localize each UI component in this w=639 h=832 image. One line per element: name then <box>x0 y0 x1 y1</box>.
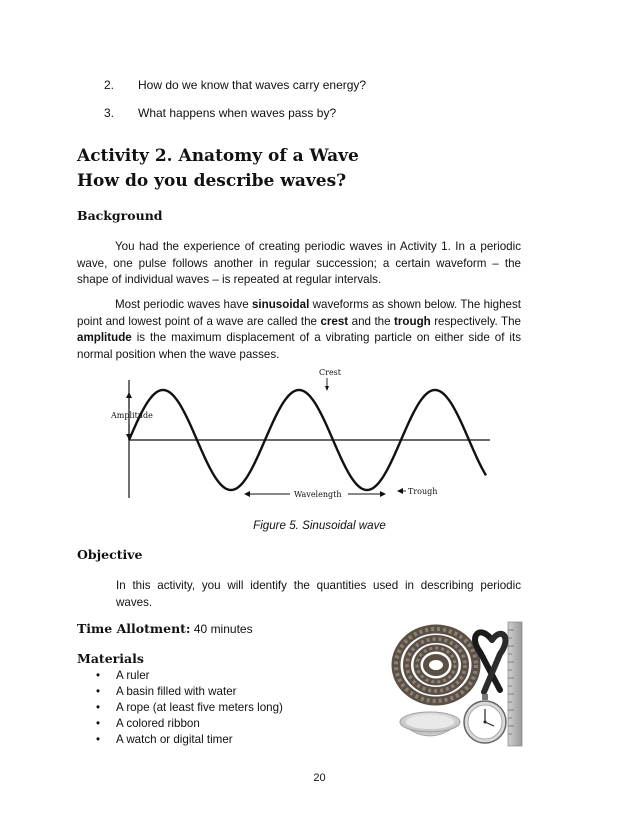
amplitude-label: Amplitude <box>111 411 153 420</box>
crest-arrowhead <box>325 386 329 391</box>
text-run: is the maximum displacement of a vibrating particle on either side of its normal position when the wave passes. <box>77 331 521 361</box>
list-item-text: A colored ribbon <box>116 717 200 730</box>
question-3 <box>104 106 336 120</box>
question-number: 2. <box>104 78 115 92</box>
bullet: • <box>96 701 101 714</box>
crest-label: Crest <box>319 368 341 377</box>
text-run: and the <box>348 314 395 328</box>
materials-list <box>96 668 283 748</box>
list-item-text: A ruler <box>116 669 150 682</box>
sinusoidal-wave-figure <box>100 362 500 512</box>
list-item <box>96 700 283 716</box>
question-text: How do we know that waves carry energy? <box>138 78 367 92</box>
rope-image <box>396 629 476 701</box>
objective-heading: Objective <box>77 547 143 562</box>
wavelength-arrowhead-right <box>380 491 386 497</box>
list-item <box>96 684 283 700</box>
list-item <box>96 732 283 748</box>
bullet: • <box>96 669 101 682</box>
background-paragraph-1 <box>77 239 521 289</box>
objective-text: In this activity, you will identify the quantities used in describing periodic waves. <box>116 579 521 609</box>
figure-caption: Figure 5. Sinusoidal wave <box>253 519 386 532</box>
background-paragraph-2 <box>77 297 521 363</box>
activity-subtitle: How do you describe waves? <box>77 171 347 191</box>
wavelength-arrowhead-left <box>244 491 250 497</box>
stopwatch-image <box>464 694 506 743</box>
bullet: • <box>96 685 101 698</box>
amplitude-arrowhead-up <box>126 392 132 398</box>
text-run: Most periodic waves have <box>115 298 252 311</box>
trough-arrowhead <box>397 488 403 494</box>
term-crest: crest <box>320 314 349 328</box>
text-run: respectively. The <box>430 314 521 328</box>
wavelength-label: Wavelength <box>294 490 342 499</box>
bullet: • <box>96 717 101 730</box>
background-heading: Background <box>77 208 163 223</box>
question-2 <box>104 78 366 92</box>
bullet: • <box>96 733 101 746</box>
term-trough: trough <box>394 314 431 328</box>
ruler-image <box>508 622 522 746</box>
time-allotment <box>77 620 253 638</box>
activity-title: Activity 2. Anatomy of a Wave <box>77 146 359 166</box>
list-item <box>96 716 283 732</box>
paragraph-text: You had the experience of creating periodic waves in Activity 1. In a periodic wave, one pulse follows another in regular succession; a certain waveform – the shape of individual waves – is repeated at regular intervals. <box>77 240 521 287</box>
question-number: 3. <box>104 106 115 120</box>
list-item-text: A rope (at least five meters long) <box>116 701 283 714</box>
materials-illustration <box>388 620 528 750</box>
time-allotment-value: 40 minutes <box>190 622 253 636</box>
time-allotment-heading: Time Allotment: <box>77 621 191 636</box>
basin-image <box>400 712 460 736</box>
list-item <box>96 668 283 684</box>
term-sinusoidal: sinusoidal <box>251 298 310 311</box>
question-text: What happens when waves pass by? <box>138 106 337 120</box>
list-item-text: A watch or digital timer <box>116 733 233 746</box>
text-run: waveforms as shown below. The highest point and lowest point of a wave are called the <box>77 298 521 328</box>
term-amplitude: amplitude <box>77 331 132 345</box>
page-number: 20 <box>313 772 326 784</box>
materials-heading: Materials <box>77 651 144 666</box>
paragraph-text <box>77 297 521 363</box>
list-item-text: A basin filled with water <box>116 685 237 698</box>
trough-label: Trough <box>408 487 438 496</box>
